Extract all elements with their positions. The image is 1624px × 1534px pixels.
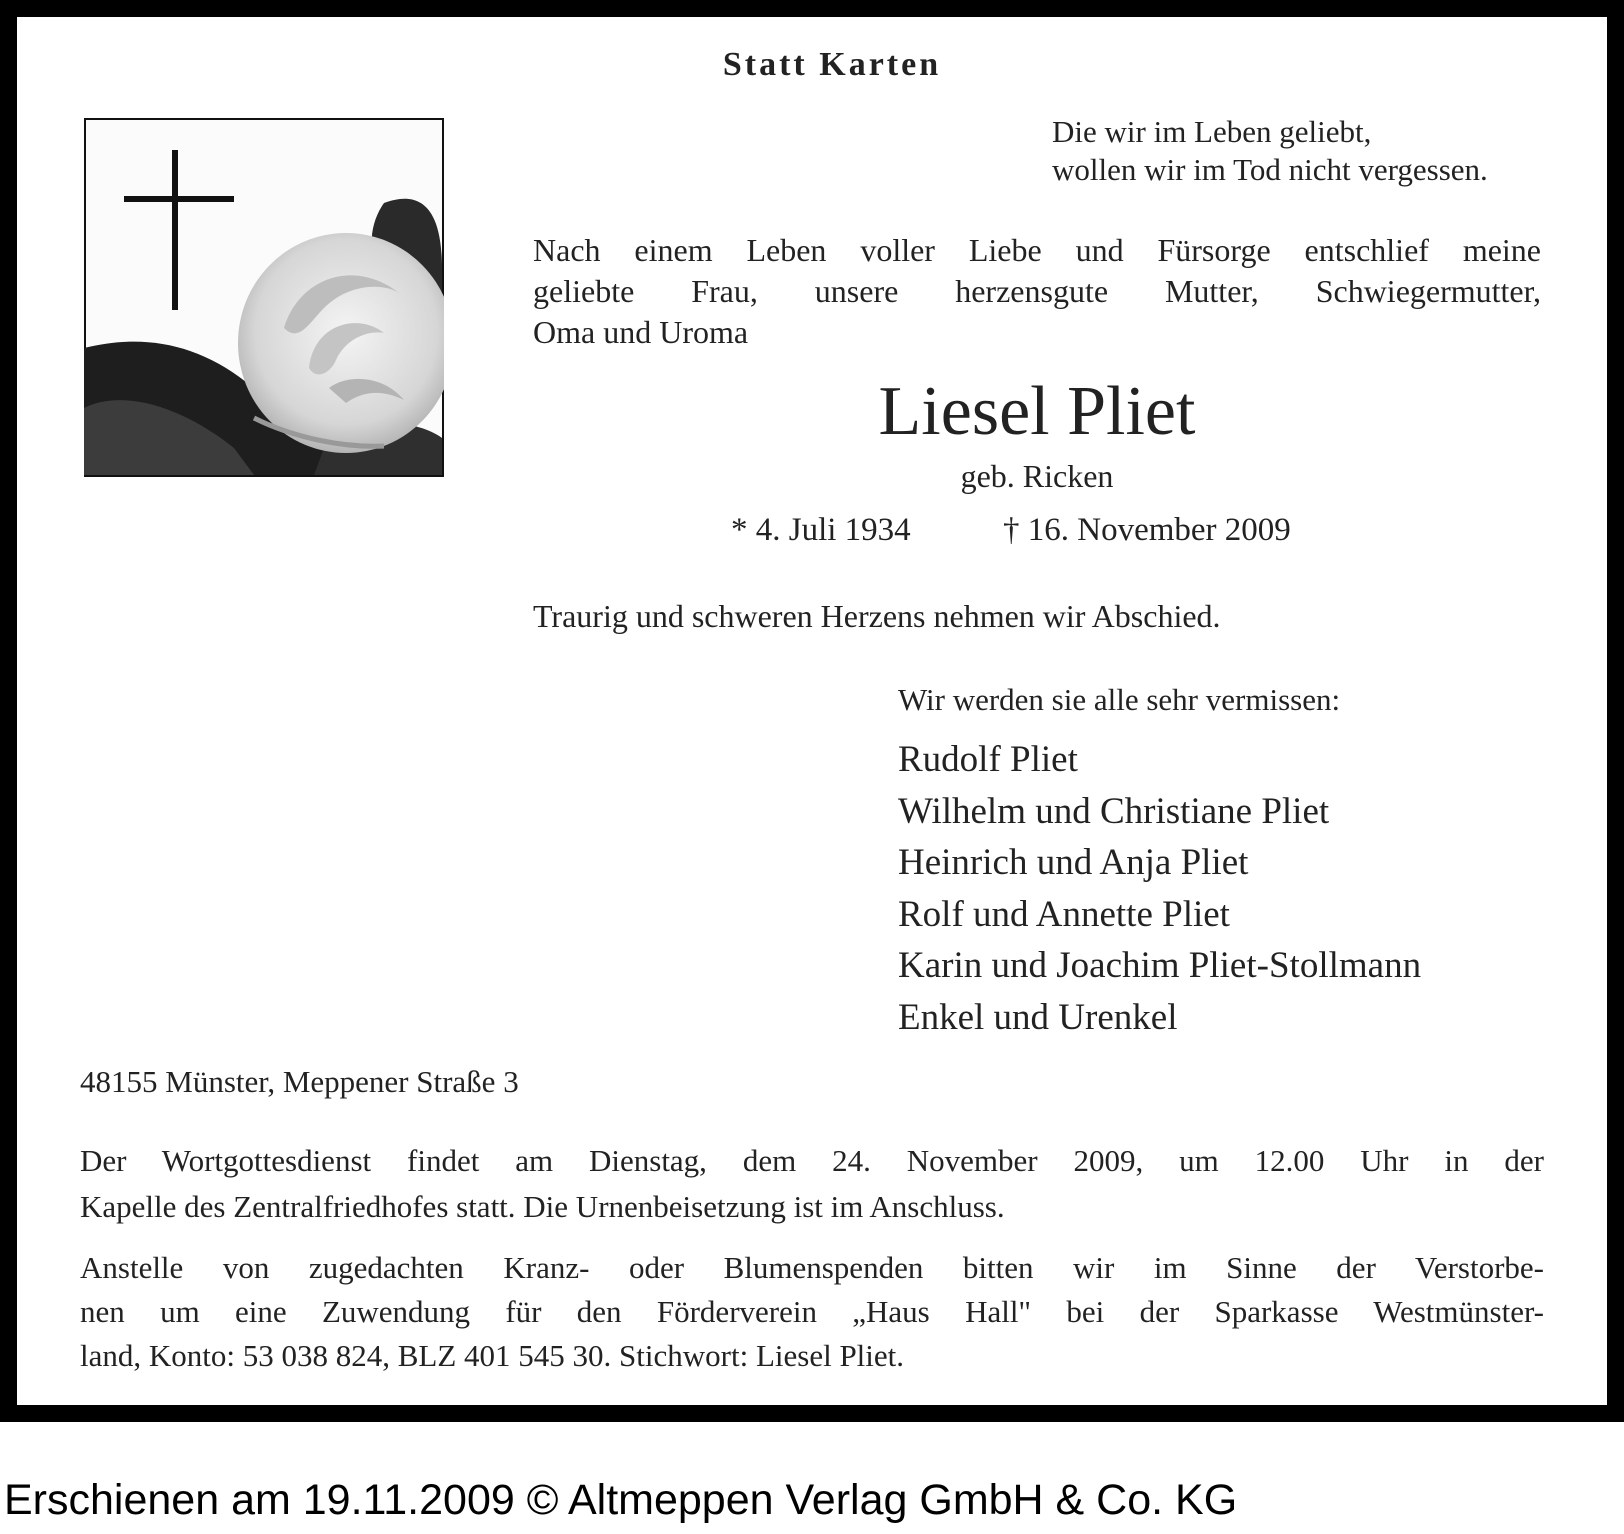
service-line-1: Der Wortgottesdienst findet am Dienstag, dem 24. November 2009, um 12.00 Uhr in der — [80, 1143, 1544, 1178]
address: 48155 Münster, Meppener Straße 3 — [80, 1064, 519, 1099]
mourner-item: Heinrich und Anja Pliet — [898, 842, 1249, 883]
publication-credit: Erschienen am 19.11.2009 © Altmeppen Verlag GmbH & Co. KG — [4, 1476, 1238, 1524]
intro-text — [533, 230, 1541, 353]
service-line-2: Kapelle des Zentralfriedhofes statt. Die Urnenbeisetzung ist im Anschluss. — [80, 1189, 1005, 1224]
farewell-text: Traurig und schweren Herzens nehmen wir Abschied. — [533, 598, 1221, 634]
motto-line-2: wollen wir im Tod nicht vergessen. — [1052, 152, 1488, 187]
donation-line-2: nen um eine Zuwendung für den Förderverein „Haus Hall" bei der Sparkasse Westmünster- — [80, 1294, 1544, 1329]
birth-name: geb. Ricken — [960, 458, 1114, 494]
donation-text — [80, 1246, 1544, 1378]
notice-header: Statt Karten — [722, 46, 942, 83]
mourner-item: Rolf und Annette Pliet — [898, 893, 1230, 935]
mourner-item: Karin und Joachim Pliet-Stollmann — [898, 945, 1422, 986]
mourner-item: Enkel und Urenkel — [898, 996, 1178, 1038]
memorial-picture — [84, 118, 444, 477]
death-date: † 16. November 2009 — [1003, 512, 1291, 548]
motto-line-1: Die wir im Leben geliebt, — [1052, 114, 1372, 149]
intro-line-2: geliebte Frau, unsere herzensgute Mutter, Schwiegermutter, — [533, 273, 1541, 309]
mourner-item: Wilhelm und Christiane Pliet — [898, 790, 1330, 832]
donation-line-3: land, Konto: 53 038 824, BLZ 401 545 30. Stichwort: Liesel Pliet. — [80, 1338, 905, 1373]
mourners-heading: Wir werden sie alle sehr vermissen: — [898, 682, 1341, 717]
intro-line-3: Oma und Uroma — [533, 314, 749, 350]
donation-line-1: Anstelle von zugedachten Kranz- oder Blumenspenden bitten wir im Sinne der Verstorbe- — [80, 1250, 1544, 1285]
deceased-name: Liesel Pliet — [878, 373, 1196, 450]
mourner-item: Rudolf Pliet — [898, 739, 1078, 780]
intro-line-1: Nach einem Leben voller Liebe und Fürsorge entschlief meine — [533, 232, 1541, 268]
mourners-list — [898, 734, 1421, 1043]
memorial-picture-svg — [84, 118, 444, 477]
service-text — [80, 1138, 1544, 1230]
birth-date: * 4. Juli 1934 — [731, 512, 911, 548]
motto — [1052, 113, 1488, 189]
